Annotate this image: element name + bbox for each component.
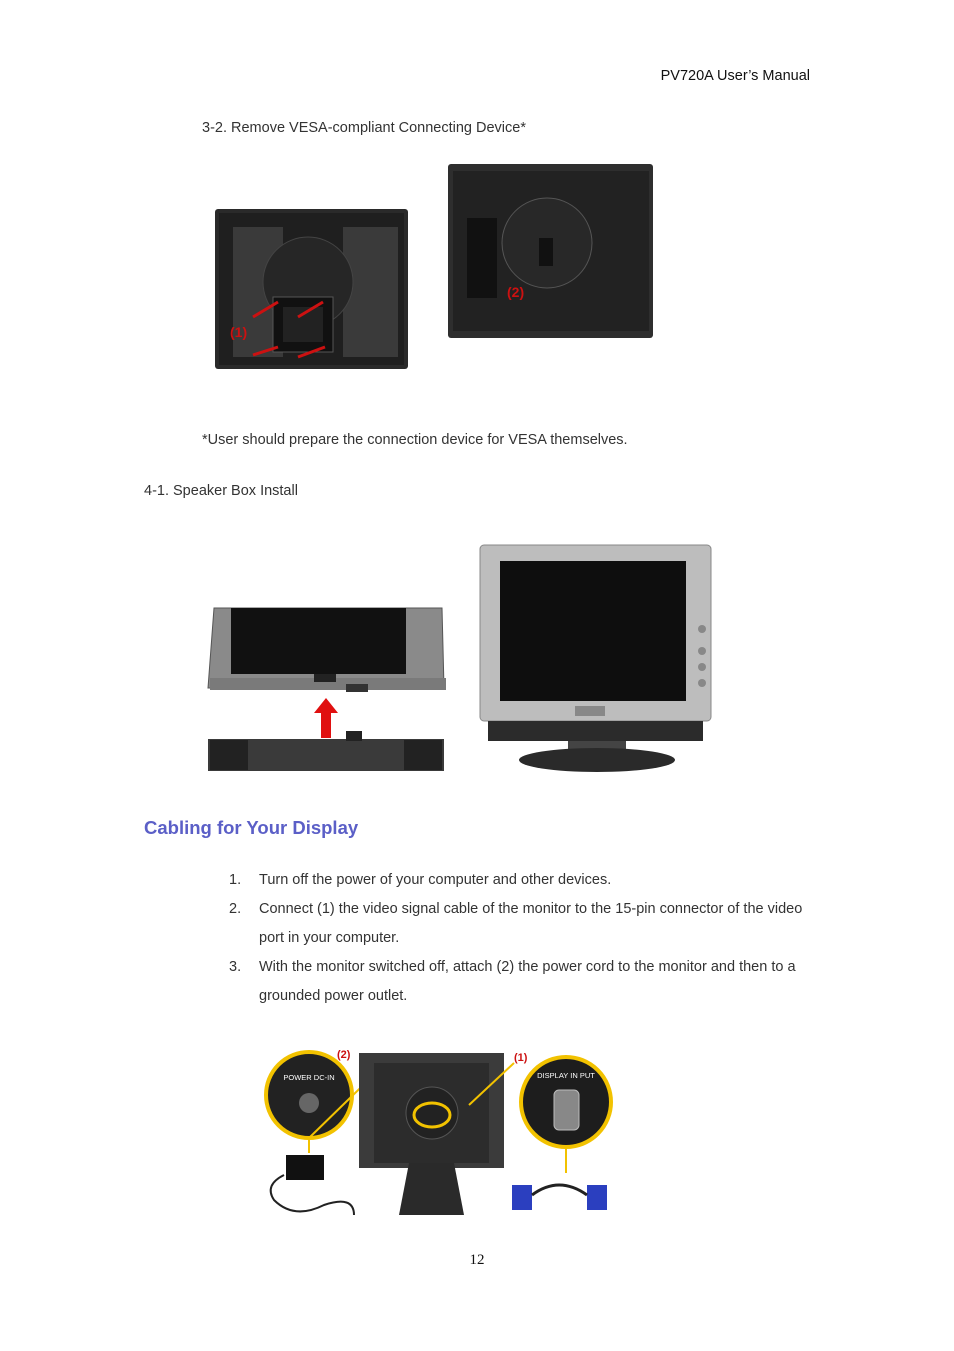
monitor-back-with-vesa-image	[213, 207, 410, 372]
figure-callout-1: (1)	[514, 1052, 528, 1064]
vesa-footnote: *User should prepare the connection device for VESA themselves.	[202, 432, 628, 448]
section-4-1-title: 4-1. Speaker Box Install	[144, 483, 298, 499]
display-input-label: DISPLAY IN PUT	[537, 1071, 595, 1080]
cabling-diagram-image	[264, 1045, 614, 1225]
monitor-with-speaker-image	[478, 543, 713, 775]
manual-title: PV720A User’s Manual	[660, 68, 810, 84]
list-item: 3. With the monitor switched off, attach (2) the power cord to the monitor and then to a grounded power outlet.	[229, 959, 796, 1004]
monitor-back-removed-image	[447, 163, 655, 340]
cabling-steps-list	[229, 866, 809, 1011]
speaker-install-image	[206, 598, 450, 773]
page-number: 12	[469, 1252, 485, 1268]
callout-1-label: (1)	[230, 324, 248, 340]
power-dc-in-label: POWER DC-IN	[283, 1073, 335, 1082]
cabling-heading: Cabling for Your Display	[144, 817, 359, 838]
figure-callout-2: (2)	[337, 1049, 351, 1061]
list-item: 2. Connect (1) the video signal cable of the monitor to the 15-pin connector of the video port in your computer.	[229, 901, 803, 946]
section-3-2-title: 3-2. Remove VESA-compliant Connecting Device*	[202, 120, 526, 136]
list-item: 1. Turn off the power of your computer and other devices.	[229, 872, 612, 888]
ctx-logo-badge	[314, 674, 336, 682]
callout-2-label: (2)	[507, 284, 525, 300]
